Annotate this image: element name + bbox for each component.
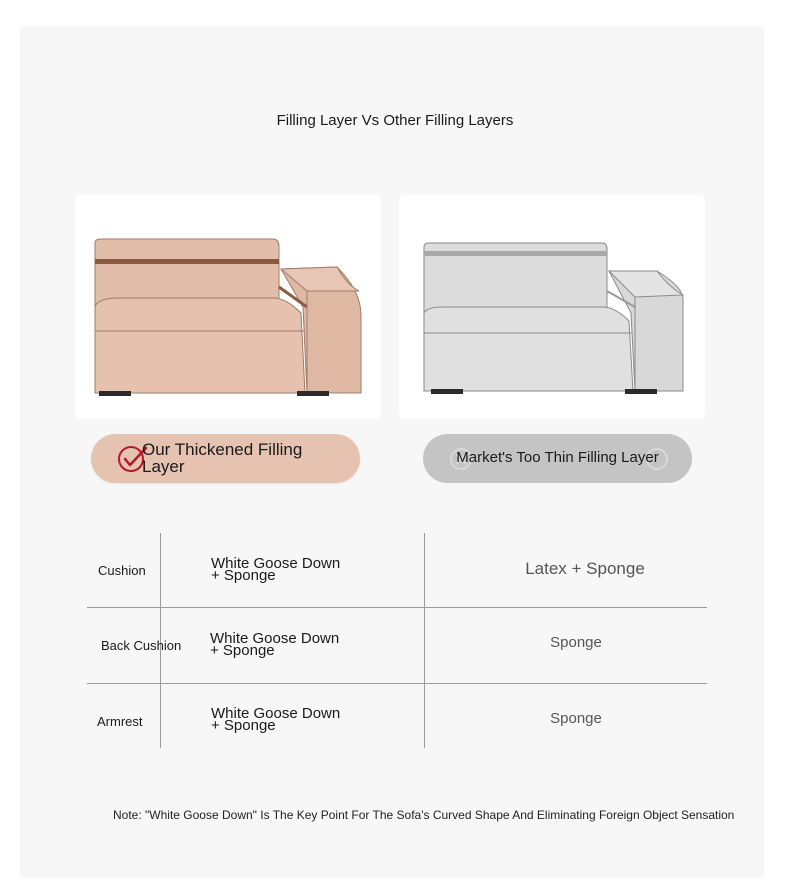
row-label-armrest: Armrest (97, 714, 143, 729)
our-filling-label: Our Thickened Filling Layer (142, 440, 303, 476)
footnote: Note: "White Goose Down" Is The Key Point For The Sofa's Curved Shape And Eliminating Foreign Object Sensation (113, 808, 735, 822)
our-filling-badge (91, 434, 360, 483)
market-sofa-card (399, 195, 705, 419)
market-cell-armrest: Sponge (550, 710, 602, 727)
ours-cell-cushion (211, 555, 371, 584)
ours-cell-armrest (211, 705, 371, 734)
ours-cell-line2: + Sponge (211, 567, 276, 584)
ours-cell-line1: White Goose Down (210, 630, 340, 647)
row-label-back-cushion: Back Cushion (101, 638, 182, 653)
ours-cell-back-cushion (210, 630, 370, 659)
market-filling-label: Market's Too Thin Filling Layer (456, 449, 659, 466)
our-sofa-illustration (75, 195, 381, 419)
table-divider-horizontal-1 (87, 607, 707, 608)
our-sofa-card (75, 195, 381, 419)
market-filling-badge (423, 434, 692, 483)
page-title: Filling Layer Vs Other Filling Layers (276, 112, 514, 129)
row-label-cushion: Cushion (98, 563, 146, 578)
ours-cell-line2: + Sponge (211, 717, 276, 734)
ours-cell-line1: White Goose Down (211, 705, 341, 722)
table-divider-horizontal-2 (87, 683, 707, 684)
market-sofa-illustration (399, 195, 705, 419)
market-cell-cushion: Latex + Sponge (525, 559, 645, 578)
market-cell-back-cushion: Sponge (550, 634, 602, 651)
ours-cell-line1: White Goose Down (211, 555, 341, 572)
ours-cell-line2: + Sponge (210, 642, 275, 659)
